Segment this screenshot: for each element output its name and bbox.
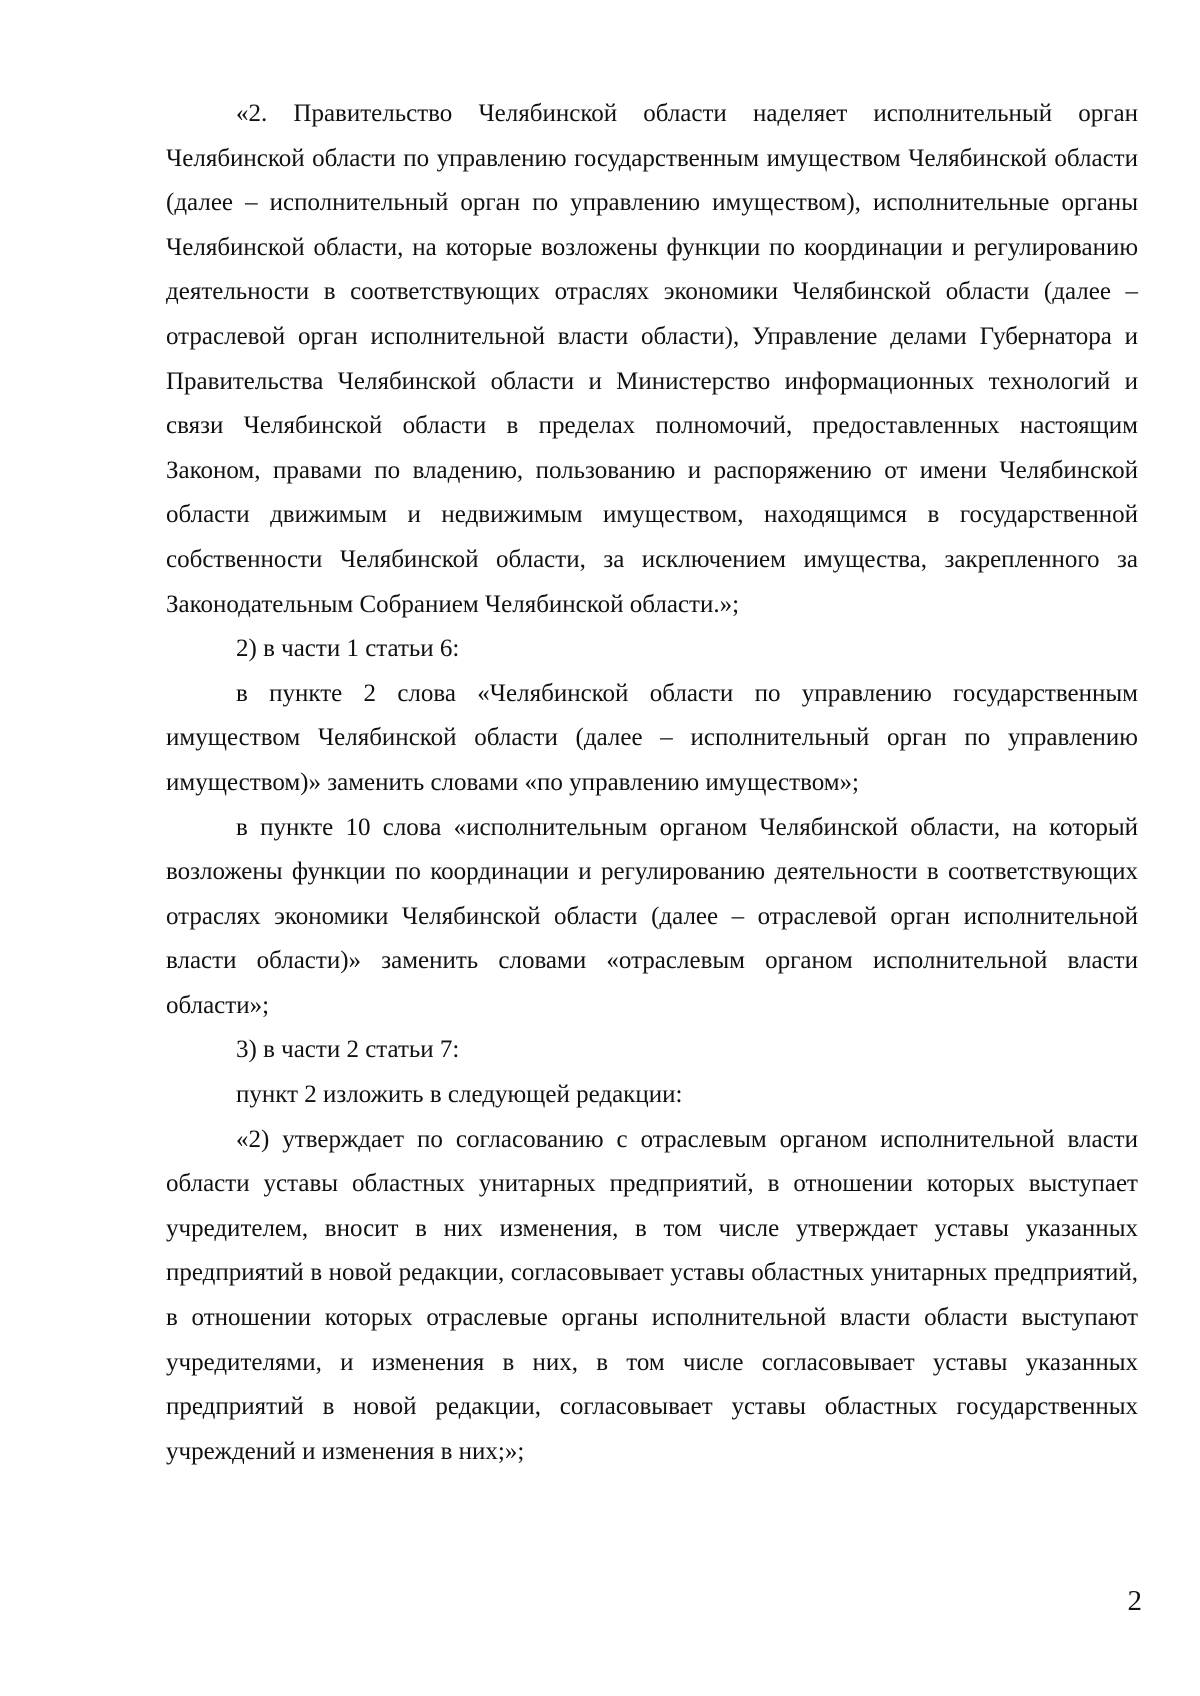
page-number: 2 xyxy=(1127,1585,1142,1617)
paragraph-item-3-heading: 3) в части 2 статьи 7: xyxy=(236,1036,460,1064)
document-body xyxy=(166,92,1138,1474)
paragraph-article-clause-2: «2. Правительство Челябинской области наделяет исполнительный орган Челябинской области по управлению государственным имуществом Челябинской области (далее – исполнительный орган по управлению имуществом), исполнительные органы Челябинской области, на которые возложены функции по координации и регулированию деятельности в соответствующих отраслях экономики Челябинской области (далее – отраслевой орган исполнительной власти области), Управление делами Губернатора и Правительства Челябинской области и Министерство информационных технологий и связи Челябинской области в пределах полномочий, предоставленных настоящим Законом, правами по владению, пользованию и распоряжению от имени Челябинской области движимым и недвижимым имуществом, находящимся в государственной собственности Челябинской области, за исключением имущества, закрепленного за Законодательным Собранием Челябинской области.»; xyxy=(166,100,1138,618)
paragraph-point-2-new-wording-intro: пункт 2 изложить в следующей редакции: xyxy=(236,1081,683,1109)
paragraph-point-2-new-wording: «2) утверждает по согласованию с отраслевым органом исполнительной власти области уставы областных унитарных предприятий, в отношении которых выступает учредителем, вносит в них изменения, в том числе утверждает уставы указанных предприятий в новой редакции, согласовывает уставы областных унитарных предприятий, в отношении которых отраслевые органы исполнительной власти области выступают учредителями, и изменения в них, в том числе согласовывает уставы указанных предприятий в новой редакции, согласовывает уставы областных государственных учреждений и изменения в них;»; xyxy=(166,1125,1138,1465)
paragraph-point-10-amendment: в пункте 10 слова «исполнительным органом Челябинской области, на который возложены функции по координации и регулированию деятельности в соответствующих отраслях экономики Челябинской области (далее – отраслевой орган исполнительной власти области)» заменить словами «отраслевым органом исполнительной власти области»; xyxy=(166,813,1138,1019)
paragraph-item-2-heading: 2) в части 1 статьи 6: xyxy=(236,635,460,663)
paragraph-point-2-amendment: в пункте 2 слова «Челябинской области по управлению государственным имуществом Челябинской области (далее – исполнительный орган по управлению имуществом)» заменить словами «по управлению имуществом»; xyxy=(166,679,1138,796)
